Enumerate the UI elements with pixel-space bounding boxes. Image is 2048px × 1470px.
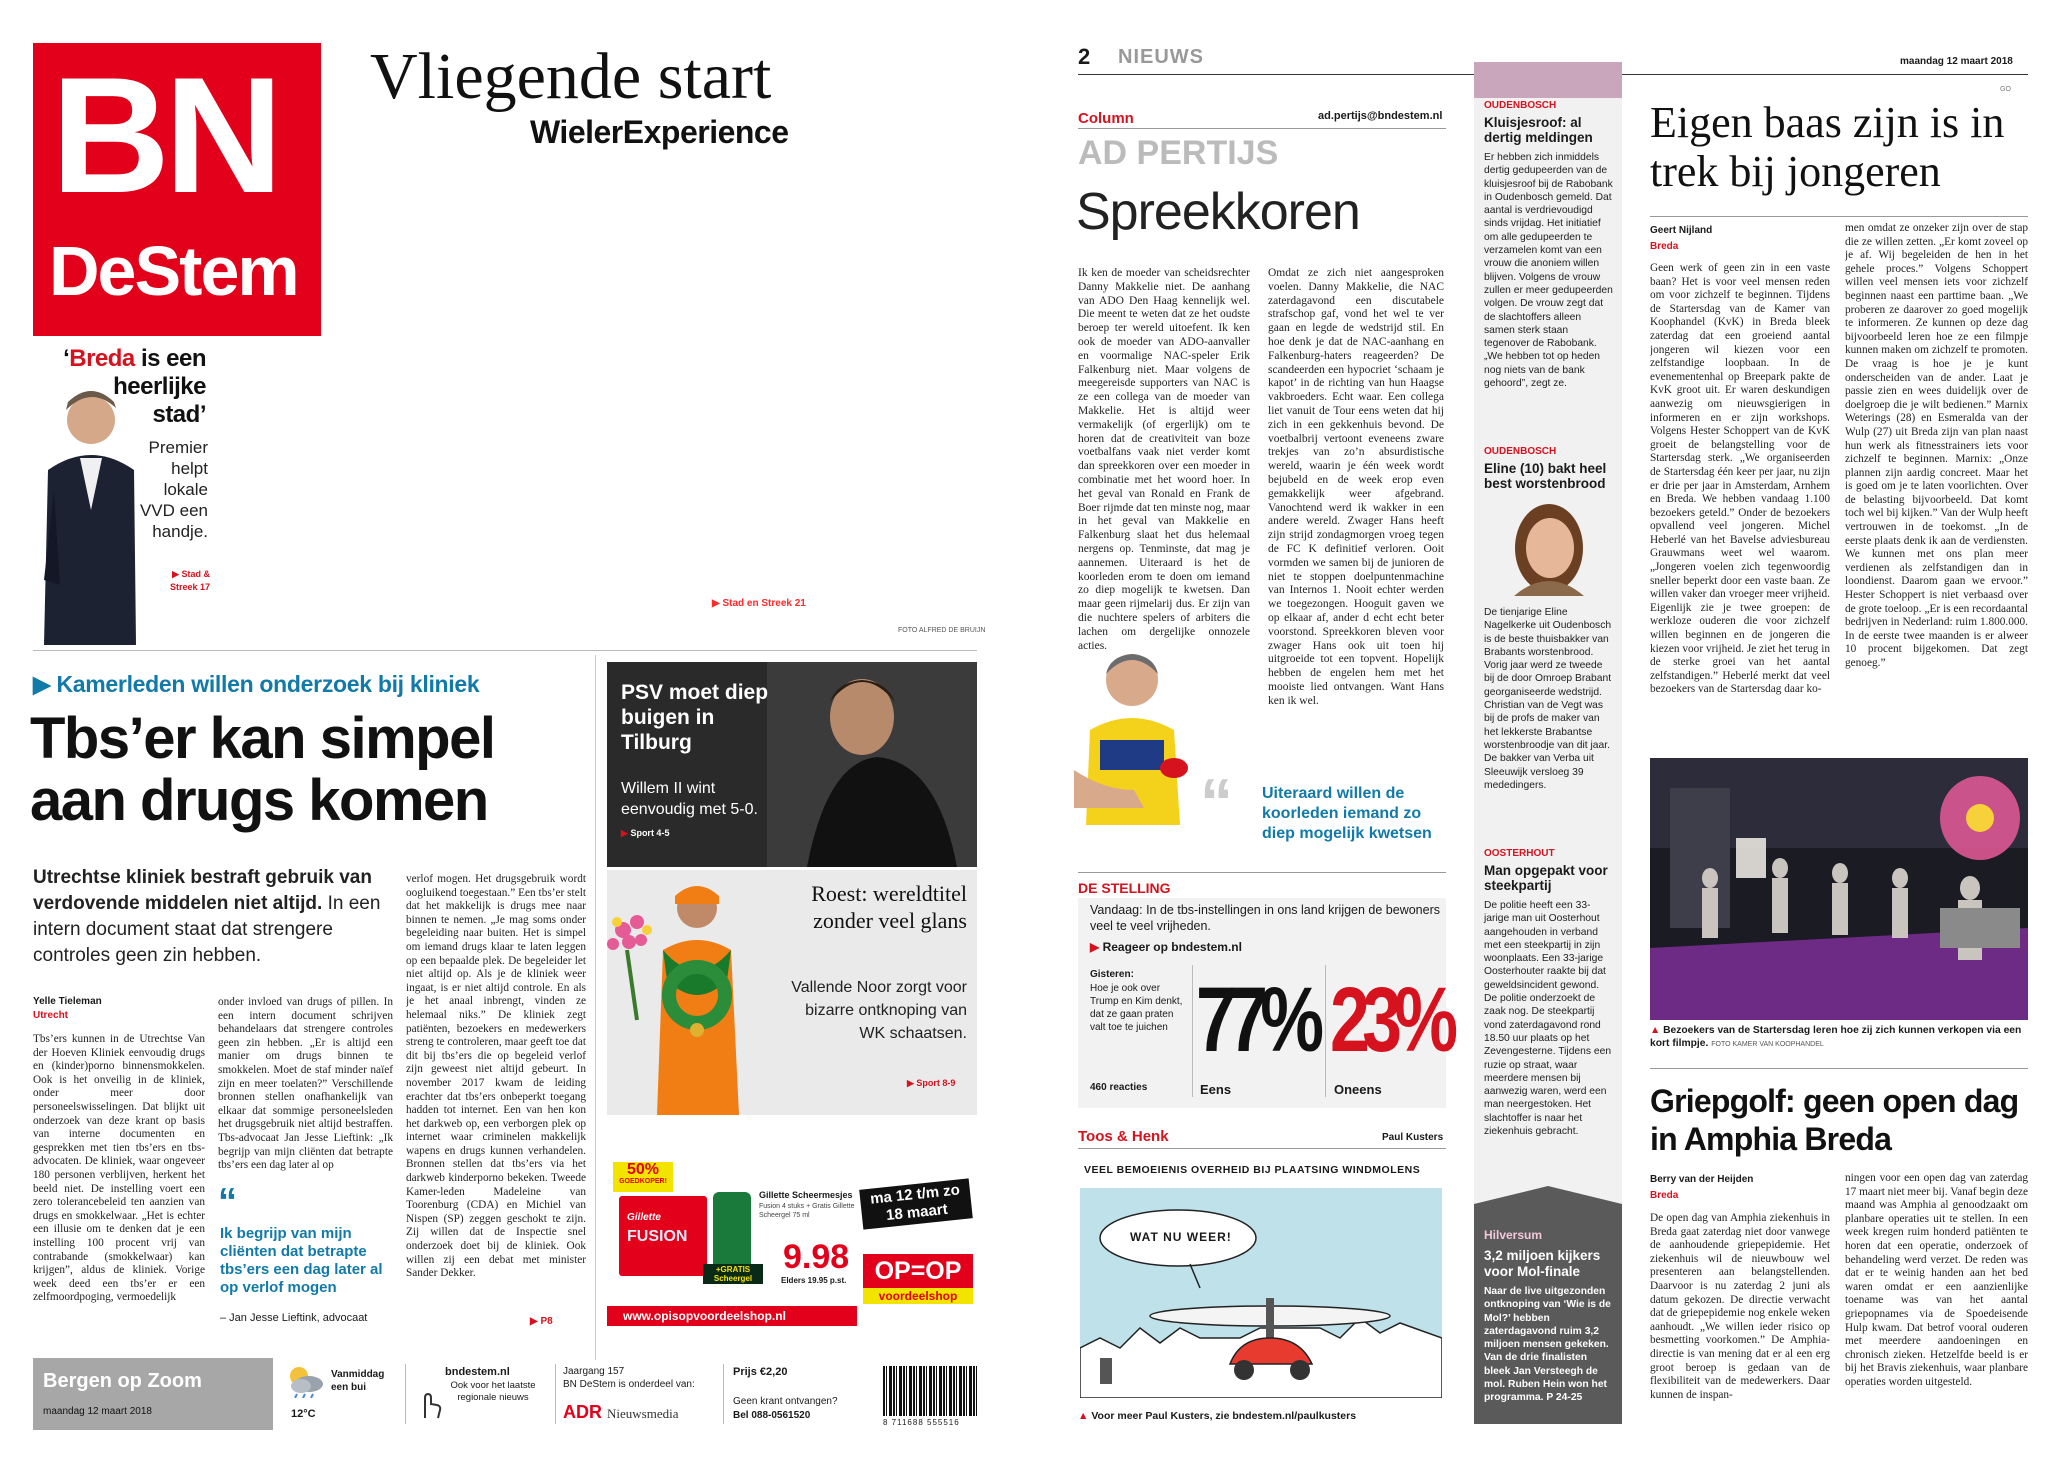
column-author: AD PERTIJS (1078, 134, 1279, 172)
brief-2 (1484, 446, 1614, 491)
brief-2-place: OUDENBOSCH (1484, 446, 1557, 457)
tv-brief (1484, 1228, 1614, 1405)
weather-text: Vanmiddag een bui (331, 1369, 385, 1393)
column-col1: Ik ken de moeder van scheidsrechter Danny Makkelie niet. De aanhang van ADO Den Haag kennelijk wel. Die meent te weten dat ze het oudste beroep ter wereld uitoefent. Ik ken ook de moeder van ADO-aanvaller en voormalige NAC-speler Erik Falkenburg niet. Maar volgens de meegereisde supporters van NAC is ze een collega van de moeder van Makkelie. Het is altijd weer vermakelijk (of ergerlijk) om te horen dat de creativiteit van boze voetbalfans vaak niet verder komt dan spreekkoren over een moeder in combinatie met het woord hoer. In het geval van Ronald en Frank de Boer rijmde dat ten minste nog, maar in het geval van Makkelie en Falkenburg slaat het dus helemaal nergens op. Tenminste, dat mag je aannemen. Uiteraard is het de koorleden erom te doen om iemand zo diep mogelijk te kwetsen. Dan maar geen rijmelarij dus. Er zijn van die nuchtere spelers of arbiters die lachen om dergelijke onnozele acties. (1078, 267, 1250, 652)
columnist-photo (1074, 640, 1194, 825)
feature-headline: Eigen baas zijn is in trek bij jongeren (1650, 98, 2005, 196)
main-col2: onder invloed van drugs of pillen. In een intern document schrijven behandelaars dat strengere controles geen zin hebben. „Er is altijd een manier om drugs binnen te smokkelen. Moet de staf minder naïef zijn en meer toelaten?” Verschillende bronnen stellen onafhankelijk van elkaar dat sommige personeelsleden het drugsgebruik niet altijd bestraffen. Tbs-advocaat Jan Jesse Lieftink: „Ik begrijp van mijn cliënten dat betrapte tbs’ers een dag later al op (218, 996, 393, 1172)
poll-disagree-label: Oneens (1334, 1082, 1382, 1097)
startersdag-photo (1650, 758, 2028, 1020)
barcode (883, 1366, 977, 1416)
logo-bn: BN (51, 43, 278, 227)
column-pull-mark: “ (1200, 765, 1233, 839)
header-date: maandag 12 maart 2018 (1900, 56, 2013, 67)
bib-number: 316 (566, 251, 588, 266)
footer-no-paper: Geen krant ontvangen? (733, 1396, 838, 1407)
publisher-logo: ADR Nieuwsmedia (563, 1402, 679, 1422)
flu-col1: De open dag van Amphia ziekenhuis in Breda gaat zaterdag niet door vanwege de aanhoudende griepepidemie. Het ziekenhuis wil de nieuwbouw wel presenteren aan belangstellenden. Daarvoor is nu zaterdag 2 juni als datum gekozen. De directie verwacht dat de griepepidemie nog enkele weken aanhoudt. „We willen ieder risico op besmetting voorkomen.” De Amphia-directie is van mening dat er al een erg groot beroep is gedaan van de flexibiliteit van de medewerkers. Daar kunnen de inspan- (1650, 1212, 1830, 1401)
ad-product-pack (619, 1196, 707, 1276)
flu-place: Breda (1650, 1190, 1679, 1201)
cartoon-title: Toos & Henk (1078, 1128, 1169, 1145)
divider (1078, 1148, 1446, 1149)
divider (1650, 216, 2028, 217)
ad-price: 9.98 (783, 1238, 850, 1276)
voordeelshop-ad[interactable] (607, 1160, 977, 1328)
ad-dates: ma 12 t/m zo 18 maart (859, 1178, 973, 1229)
ad-brand-line: FUSION (627, 1228, 688, 1245)
cartoon-author: Paul Kusters (1382, 1132, 1444, 1143)
column-title: Spreekkoren (1076, 183, 1360, 241)
rutte-photo (36, 380, 136, 645)
brief-3-place: OOSTERHOUT (1484, 848, 1555, 859)
page-number: 2 (1078, 44, 1091, 69)
footer-site-desc: Ook voor het laatste regionale nieuws (450, 1380, 536, 1403)
feature-col2: men omdat ze onzeker zijn over de stap die ze willen zetten. „Er komt zoveel op je af. Wij begeleiden de hen in het gehele proces.” Volgens Schoppert willen veel mensen iets voor zichzelf beginnen naast een parttime baan. „We proberen ze daarover zo goed mogelijk te informeren. Ze kunnen op deze dag bijvoorbeeld leren hoe ze een filmpje kunnen maken om zichzelf te promoten. De vraag is hoe je je kunt onderscheiden van de ander. Laat je passie zien en wees duidelijk over de doelgroep die je wilt bedienen.” Marnix Weterings (28) en Esmeralda van der Wulp (27) uit Breda zijn van plan naast hun werk als fitnesstrainers iets voor zichzelf te beginnen. Marnix: „Onze plannen zijn aardig concreet. Maar het is goed om je te laten voorlichten. Over de belasting bijvoorbeeld. Dat komt toch wel bij kijken.” Van der Wulp heeft vertrouwen in de toekomst. „In de eerste plaats denk ik aan de verdiensten. We kunnen met ons plan meer verdienen als zelfstandigen dan in loondienst. Daarom gaan we ervoor.” Hester Schoppert is niet verbaasd over de grote toeloop. „Er is een recordaantal bedrijven in Nederland: ruim 1.800.000. In de eerste twee maanden is er alweer 10 procent bijgekomen. Dat zegt genoeg.” (1845, 222, 2028, 669)
cartoon-panel (1080, 1188, 1442, 1398)
footer-site[interactable]: bndestem.nl (445, 1366, 510, 1378)
brief-1-title: Kluisjesroof: al dertig meldingen (1484, 115, 1593, 145)
logo-destem: DeStem (49, 232, 298, 310)
top-story-caption: Roosendaal is een prachtig sportcomplex rijker. (606, 546, 815, 583)
ad-url[interactable]: www.opisopvoordeelshop.nl (607, 1306, 857, 1326)
main-ref: ▶ P8 (530, 1316, 553, 1327)
flu-col2: ningen voor een open dag van zaterdag 17 maart niet meer bij. Vanaf begin deze maand was Amphia al genoodzaakt om planbare operaties uit te stellen. In een week kregen ruim honderd patiënten te horen dat een operatie, onderzoek of behandeling werd verzet. De reden was dat er te weinig handen aan het bed waren omdat er een aanzienlijke toename was van het aantal griepopnames via de Spoedeisende Hulp kwam. Dat betrof vooral ouderen met meerdere aandoeningen en chronisch zieken. Hetzelfde beeld is er bij het Bravis ziekenhuis, waar planbare operaties worden uitgesteld. (1845, 1172, 2028, 1388)
divider (33, 650, 977, 651)
divider (1078, 128, 1446, 129)
weather-temp: 12°C (291, 1408, 316, 1420)
cartoon-speech: WAT NU WEER! (1130, 1230, 1232, 1244)
roest-teaser[interactable] (607, 870, 977, 1115)
briefs-wedge (1474, 1186, 1622, 1204)
divider (1650, 1068, 2028, 1069)
poll-disagree-pct: 23% (1330, 969, 1451, 1071)
brief-2-title: Eline (10) bakt heel best worstenbrood (1484, 461, 1607, 491)
barcode-number: 8 711688 555516 (883, 1418, 960, 1427)
column-label: Column (1078, 110, 1134, 127)
column-pull-quote: Uiteraard willen de koorleden iemand zo diep mogelijk kwetsen (1262, 785, 1432, 842)
roest-ref: ▶ Sport 8-9 (907, 1078, 956, 1088)
psv-ref: ▶ Sport 4-5 (621, 828, 670, 838)
tv-brief-text: Naar de live uitgezonden ontknoping van ‘Wie is de Mol?’ hebben zaterdagavond ruim 3,2 miljoen mensen gekeken. Van de drie finalisten bleek Jan Versteegh de mol. Ruben Hein won het programma. P 24-25 (1484, 1286, 1611, 1404)
brief-3-title: Man opgepakt voor steekpartij (1484, 863, 1608, 893)
poll-agree-label: Eens (1200, 1082, 1232, 1097)
feature-col1: Geen werk of geen zin in een vaste baan? Het is voor veel mensen reden om voor zichzelf te beginnen. Tijdens de Startersdag van de Kamer van Koophandel (KvK) in Breda bleek zaterdag dat een groeiend aantal jongeren wil kiezen voor een zelfstandige loopbaan. In de evenementenhal op Breepark pakte de KvK groot uit. Er waren deskundigen aanwezig om nieuwsgierigen in informeren en er zijn workshops. Volgens Hester Schoppert van de KvK groeit de belangstelling voor de Startersdag sterk. „We organiseerden de Startersdag één keer per jaar, nu zijn er drie per jaar in Amsterdam, Arnhem en Breda. We hebben vandaag 1.100 bezoekers geteld.” Onder de bezoekers opvallend veel jongeren. Michel Heberlé van het Bavelse adviesbureau Grauwmans weet wel waarom. „Jongeren voelen zich tegenwoordig sneller beperkt door een vaste baan. Ze willen vaker dan vroeger meer vrijheid. Eigenlijk zie je twee groepen: de werkloze ouderen die voor zichzelf willen beginnen en de jongeren die kiezen voor vrijheid. Je ziet het terug in de sterke groei van het aantal zelfstandigen.” Heberlé merkt dat veel bezoekers van de Startersdag daar ko- (1650, 262, 1830, 696)
touch-icon (417, 1388, 443, 1420)
poll-yesterday-label: Gisteren: (1090, 969, 1134, 980)
divider (405, 1364, 406, 1424)
main-pull-quote: Ik begrijp van mijn cliënten dat betrapte tbs’ers een dag later al op verlof mogen (220, 1225, 383, 1296)
flu-author: Berry van der Heijden (1650, 1174, 1754, 1185)
psv-coach-photo (767, 662, 977, 867)
roest-skater-photo (607, 870, 777, 1115)
top-story-ref: ▶ Stad en Streek 21 (712, 598, 806, 609)
poll-reactions: 460 reacties (1090, 1082, 1148, 1093)
poll-question: Vandaag: In de tbs-instellingen in ons land krijgen de bewoners veel te veel vrijheden. (1090, 903, 1440, 933)
ad-elders: Elders 19.95 p.st. (781, 1276, 847, 1285)
main-pull-quote-mark: “ (218, 1181, 237, 1223)
weather-icon (283, 1364, 327, 1398)
divider (555, 1364, 556, 1424)
roest-headline: Roest: wereldtitel zonder veel glans (811, 881, 967, 933)
ad-product-desc: Fusion 4 stuks + Gratis Gillette Scheergel 75 ml (759, 1203, 855, 1219)
flu-headline: Griepgolf: geen open dag in Amphia Breda (1650, 1083, 2019, 1157)
footer-price: Prijs €2,20 (733, 1366, 788, 1378)
divider (1078, 872, 1446, 873)
top-story-title: Vliegende start (370, 40, 772, 113)
divider (1192, 965, 1193, 1097)
feature-author: Geert Nijland (1650, 225, 1713, 236)
main-pull-author: – Jan Jesse Lieftink, advocaat (220, 1312, 368, 1324)
ad-opop: OP=OP (863, 1254, 973, 1288)
ad-product-name: Gillette Scheermesjes (759, 1190, 853, 1200)
divider (723, 1364, 724, 1424)
divider (1325, 965, 1326, 1097)
cartoon-caption[interactable]: ▲ Voor meer Paul Kusters, zie bndestem.nl/paulkusters (1078, 1410, 1357, 1422)
column-col2: Omdat ze zich niet aangesproken voelen. Danny Makkelie, die NAC zaterdagavond een discutabele strafschop gaf, vond het wel te ver gaan en legde de wedstrijd stil. En hoe denk je dat de NAC-aanhang en Falkenburg-haters reageerden? De scandeerden een hypocriet ‘schaam je kapot’ in de richting van hun Haagse vakbroeders. Echt waar. Een collega liet vanuit de Tour eens weten dat hij zich in een gekkenhuis bevond. De voetbalbrij vertoont eveneens zware trekjes van zo’n absurdistische wereld, waarin je één week wordt bejubeld en de week erop even gemakkelijk weer afgebrand. Vanochtend werd ik wakker in een andere wereld. Zwager Hans heeft zijn strijd zondagmorgen vroeg tegen de FC K definitief verloren. Ooit vormden we samen bij de junioren de niet te stoppen doelpuntenmachine van Internos 1. Nooit echter werden we toegezongen. Hooguit gaven we op elkaar af, ander d echt echt beter voorstond. Spreekkoren bleven voor zwager Hans ook uit toen hij uitgroeide tot een topvent. Hopelijk hebben de engelen hem met het mooiste lied ontvangen. Want Hans ken ik wel. (1268, 267, 1444, 707)
section-name: NIEUWS (1118, 46, 1204, 68)
footer-volume: Jaargang 157 (563, 1366, 625, 1377)
ad-shop: voordeelshop (863, 1288, 973, 1304)
cartoon-header: VEEL BEMOEIENIS OVERHEID BIJ PLAATSING WINDMOLENS (1084, 1164, 1421, 1176)
footer-phone: Bel 088-0561520 (733, 1410, 811, 1421)
poll-yesterday-q: Hoe je ook over Trump en Kim denkt, dat ze gaan praten valt toe te juichen (1090, 983, 1183, 1033)
feature-place: Breda (1650, 241, 1679, 252)
footer-edition: Bergen op Zoom (43, 1370, 202, 1392)
psv-deck: Willem II wint eenvoudig met 5-0. (621, 780, 758, 818)
main-place: Utrecht (33, 1010, 69, 1021)
brief-2-text: De tienjarige Eline Nagelkerke uit Oudenbosch is de beste thuisbakker van Brabants worstenbrood. Vorig jaar werd ze tweede bij de door Omroep Brabant georganiseerde wedstrijd. Christian van de Vegt was bij de profs de maker van het lekkerste Brabantse worstenbroodje van dit jaar. De bakker van Verba uit Sleeuwijk versloeg 39 mededingers. (1484, 607, 1612, 791)
ad-gratis-tag: +GRATIS Scheergel (703, 1264, 763, 1284)
poll-label: DE STELLING (1078, 880, 1171, 896)
poll-agree-pct: 77% (1196, 969, 1317, 1071)
header-code: GO (2000, 86, 2011, 93)
ad-badge-word: GOEDKOPER! (619, 1178, 667, 1185)
rutte-ref: ▶ Stad & Streek 17 (169, 569, 210, 592)
brief-1-text: Er hebben zich inmiddels dertig gedupeerden van de kluisjesroof bij de Rabobank in Oudenbosch gemeld. Dat aantal is verdrievoudigd sinds vrijdag. Het initiatief om alle gedupeerden te verzamelen komt van een vrouw die anoniem willen blijven. Volgens de vrouw zullen er meer gedupeerden volgen. De vrouw zegt dat de slachtoffers alleen samen sterk staan tegenover de Rabobank. „We hebben tot op heden nog niets van de bank gehoord”, zegt ze. (1484, 152, 1613, 390)
divider (595, 655, 596, 1360)
roest-deck: Vallende Noor zorgt voor bizarre ontknoping van WK schaatsen. (791, 979, 967, 1042)
ad-brand: Gillette (627, 1212, 661, 1223)
main-col1: Tbs’ers kunnen in de Utrechtse Van der Hoeven Kliniek eenvoudig drugs en (kinder)porno binnensmokkelen. Ook is het onveilig in de kliniek, onder meer door personeelswisselingen. Dat blijkt uit onderzoek van deze krant op basis van interne documenten en gesprekken met tien tbs’ers en tbs-advocaten. De kliniek, waar ongeveer 180 personen verblijven, herkent het beeld niet. De instelling voert een zero tolerancebeleid ten aanzien van drugs en smokkelwaar. „Het is echter een illusie om te denken dat je een instelling 100 procent vrij van contrabande (smokkelwaar) kan krijgen”, aldus de kliniek. Vorige week deed een tbs’er er een zelfmoordpoging, vermoedelijk (33, 1033, 205, 1304)
brief-3 (1484, 848, 1614, 1138)
rutte-quote: ‘Breda is een heerlijke stad’ (63, 345, 206, 428)
poll-cta[interactable]: ▶ Reageer op bndestem.nl (1090, 940, 1242, 954)
rutte-deck: Premier helpt lokale VVD een handje. (139, 438, 208, 541)
ad-badge-pct: 50% (626, 1161, 660, 1178)
tv-brief-place: Hilversum (1484, 1228, 1543, 1242)
masthead-logo (33, 43, 321, 336)
main-kicker: ▶ Kamerleden willen onderzoek bij kliniek (33, 671, 480, 697)
brief-1-place: OUDENBOSCH (1484, 100, 1557, 111)
column-email[interactable]: ad.pertijs@bndestem.nl (1318, 110, 1443, 122)
main-col3: verlof mogen. Het drugsgebruik wordt oogluikend toegestaan.” Een tbs’er stelt dat het makkelijk is drugs mee naar binnen te nemen. „Je mag soms onder begeleiding naar buiten. Het is simpel om iemand drugs klaar te laten leggen op een bepaalde plek. De begeleider let niet altijd op. Als je de kliniek weer ingaat, is er niet altijd controle. En als je het anaal inbrengt, vinden ze helemaal niks.” De kliniek zegt patiënten, bezoekers en medewerkers streng te controleren, maar geeft toe dat dit bij tbs’ers die op begeleid verlof zijn geweest niet altijd gebeurt. In november 2017 kwam de leiding erachter dat tbs’ers onbeperkt toegang hadden tot internet. Een van hen kon het darkweb op, een verborgen plek op internet waar criminelen makkelijk wapens en drugs kunnen verhandelen. Bronnen stellen dat tbs’ers via het darkweb kinderporno bekeken. Tweede Kamer-leden Madeleine van Toorenburg (CDA) en Michiel van Nispen (SP) zeggen geschokt te zijn. Zij willen dat de Inspectie snel onderzoek doet bij de kliniek. Ook willen zij een debat met minister Sander Dekker. (406, 873, 586, 1280)
top-story-subtitle: WielerExperience (530, 114, 789, 150)
ad-badge (613, 1162, 673, 1192)
brief-2-photo (1494, 496, 1604, 596)
main-author: Yelle Tieleman (33, 996, 102, 1007)
psv-headline: PSV moet diep buigen in Tilburg (621, 681, 769, 754)
psv-teaser[interactable] (607, 662, 977, 867)
briefs-header-wedge (1474, 62, 1622, 98)
main-lead: Utrechtse kliniek bestraft gebruik van verdovende middelen niet altijd. In een intern document staat dat strengere controles geen zin hebben. (33, 867, 381, 966)
photo-credit: FOTO ALFRED DE BRUIJN (898, 627, 986, 634)
footer-date: maandag 12 maart 2018 (43, 1406, 152, 1417)
front-footer (33, 1358, 977, 1430)
main-headline: Tbs’er kan simpel aan drugs komen (30, 706, 495, 833)
brief-1 (1484, 100, 1614, 390)
tv-brief-title: 3,2 miljoen kijkers voor Mol-finale (1484, 1248, 1601, 1279)
footer-edition-box (33, 1358, 273, 1430)
footer-part-of: BN DeStem is onderdeel van: (563, 1379, 695, 1390)
feature-caption: ▲ Bezoekers van de Startersdag leren hoe zij zich kunnen verkopen via een kort filmpje. FOTO KAMER VAN KOOPHANDEL (1650, 1025, 2022, 1049)
brief-3-text: De politie heeft een 33-jarige man uit Oosterhout aangehouden in verband met een steekpartij in zijn woonplaats. Een 33-jarige Oosterhouter raakte bij dat geweldsincident gewond. De politie onderzoekt de zaak nog. De steekpartij vond zaterdagavond rond 18.50 uur plaats op het Zevengesterne. Tijdens een ruzie op straat, waar meerdere mensen bij aanwezig waren, werd een man neergestoken. Het slachtoffer is naar het ziekenhuis gebracht. (1484, 900, 1612, 1138)
